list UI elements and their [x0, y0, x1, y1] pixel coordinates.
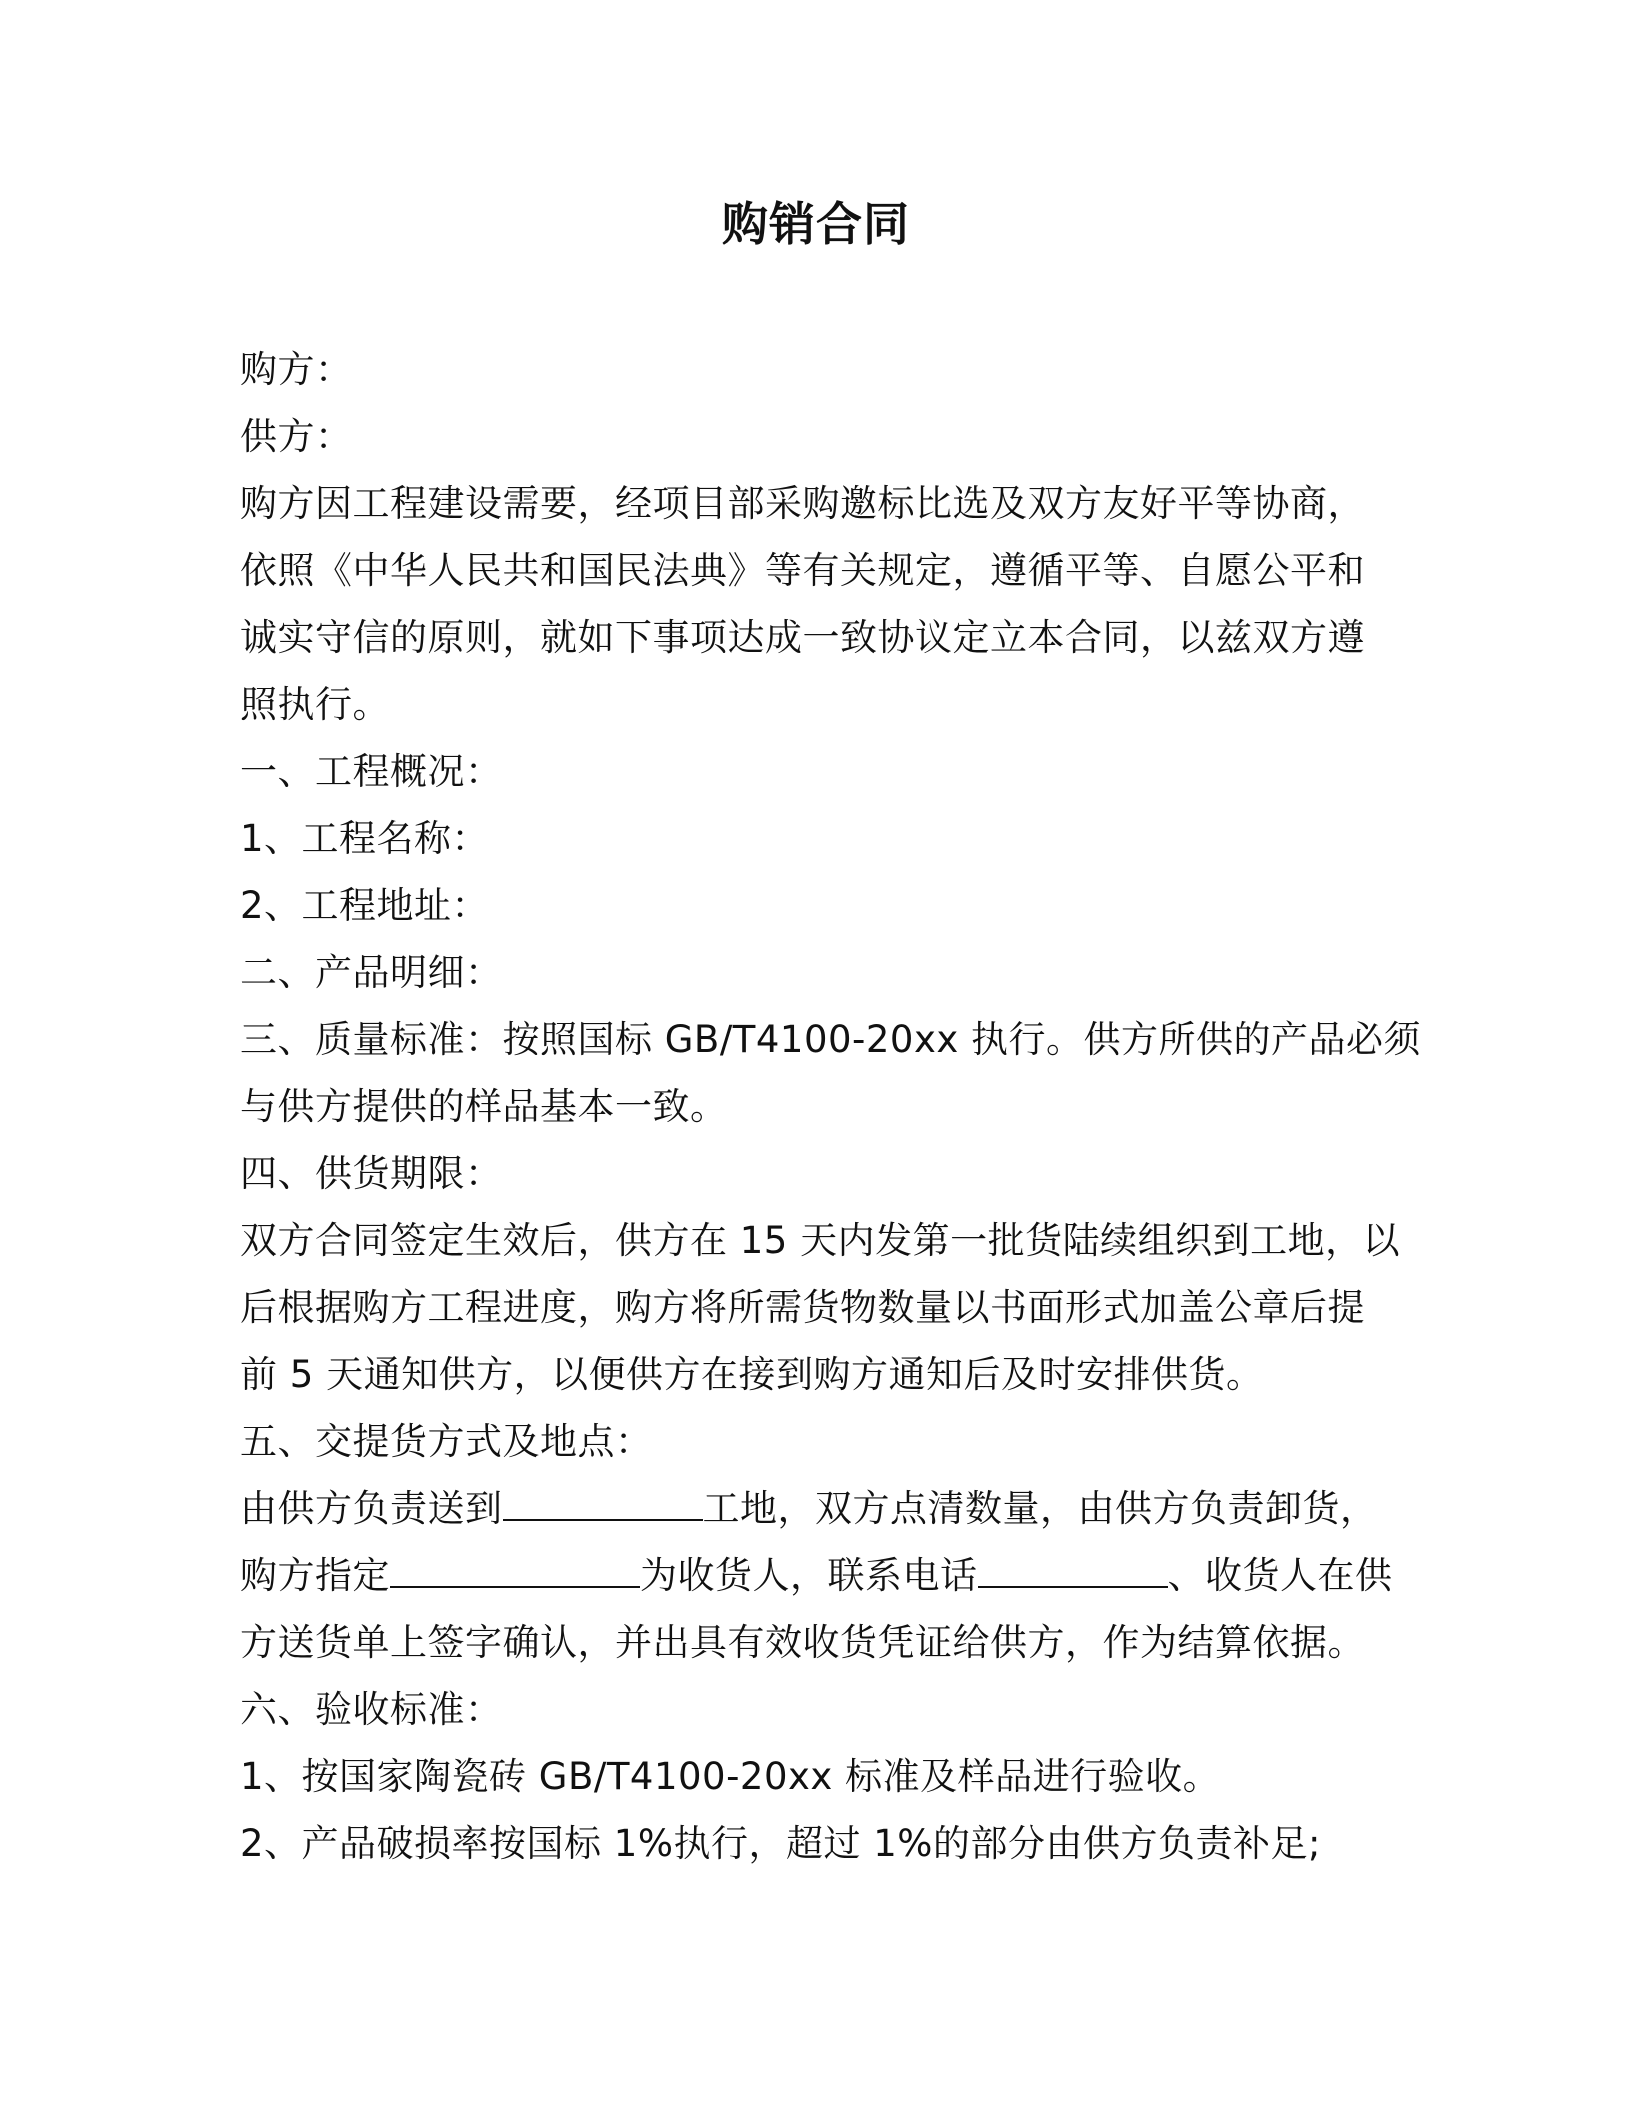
receiver-sign-text: 、收货人在供 [1167, 1554, 1393, 1597]
section-1-heading: 一、工程概况： [240, 750, 503, 793]
section-5-line-1 [240, 1475, 1400, 1542]
contract-body [240, 336, 1422, 1877]
section-6-line-1: 1、按国家陶瓷砖 GB/T4100-20xx 标准及样品进行验收。 [240, 1755, 1221, 1798]
section-4-line-2: 后根据购方工程进度，购方将所需货物数量以书面形式加盖公章后提 [240, 1286, 1365, 1329]
section-3-line-1: 三、质量标准：按照国标 GB/T4100-20xx 执行。供方所供的产品必须 [240, 1018, 1422, 1061]
delivery-text-end: 工地，双方点清数量，由供方负责卸货， [702, 1487, 1378, 1530]
document-title: 购销合同 [722, 197, 910, 251]
site-name-blank [503, 1485, 703, 1521]
section-4-line-1: 双方合同签定生效后，供方在 15 天内发第一批货陆续组织到工地，以 [240, 1219, 1401, 1262]
receiver-name-blank [390, 1552, 640, 1588]
buyer-line: 购方： [240, 348, 353, 391]
section-5-heading: 五、交提货方式及地点： [240, 1420, 653, 1463]
section-3-line-2: 与供方提供的样品基本一致。 [240, 1085, 728, 1128]
section-4-heading: 四、供货期限： [240, 1152, 503, 1195]
preamble-line-4: 照执行。 [240, 683, 390, 726]
project-name-line: 1、工程名称： [240, 817, 490, 860]
supplier-line: 供方： [240, 415, 353, 458]
preamble-line-3: 诚实守信的原则，就如下事项达成一致协议定立本合同，以兹双方遵 [240, 616, 1365, 659]
contact-text: 为收货人，联系电话 [640, 1554, 978, 1597]
preamble-line-2: 依照《中华人民共和国民法典》等有关规定，遵循平等、自愿公平和 [240, 549, 1365, 592]
section-6-line-2: 2、产品破损率按国标 1%执行，超过 1%的部分由供方负责补足; [240, 1822, 1321, 1865]
designate-text: 购方指定 [240, 1554, 390, 1597]
phone-blank [978, 1552, 1168, 1588]
section-6-heading: 六、验收标准： [240, 1688, 503, 1731]
section-2-heading: 二、产品明细： [240, 951, 503, 994]
project-address-line: 2、工程地址： [240, 884, 490, 927]
section-4-line-3: 前 5 天通知供方，以便供方在接到购方通知后及时安排供货。 [240, 1353, 1264, 1396]
section-5-line-2 [240, 1542, 1400, 1609]
delivery-text-start: 由供方负责送到 [240, 1487, 503, 1530]
section-5-line-3: 方送货单上签字确认，并出具有效收货凭证给供方，作为结算依据。 [240, 1621, 1365, 1664]
preamble-line-1: 购方因工程建设需要，经项目部采购邀标比选及双方友好平等协商， [240, 482, 1365, 525]
